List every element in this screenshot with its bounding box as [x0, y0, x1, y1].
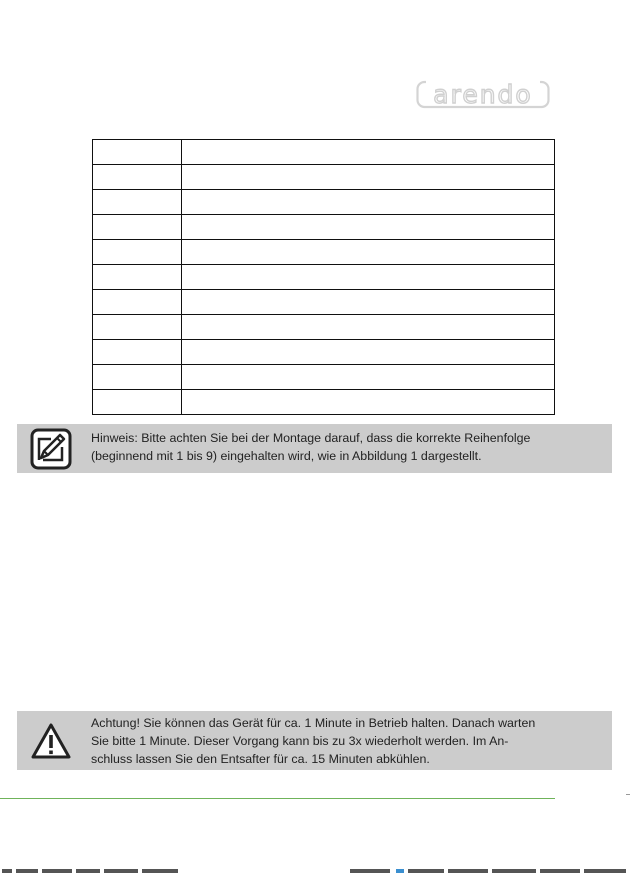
table-cell-description	[182, 165, 555, 190]
table-cell-description	[182, 190, 555, 215]
table-cell-number	[93, 190, 182, 215]
table-cell-number	[93, 140, 182, 165]
table-row	[93, 140, 555, 165]
logo-text: arendo	[433, 80, 533, 109]
table-cell-description	[182, 365, 555, 390]
table-cell-number	[93, 265, 182, 290]
pencil-note-icon	[29, 427, 73, 471]
crop-mark	[626, 794, 630, 803]
table-cell-number	[93, 315, 182, 340]
table-cell-description	[182, 240, 555, 265]
table-row	[93, 390, 555, 415]
table-cell-description	[182, 140, 555, 165]
table-row	[93, 290, 555, 315]
footer-rule	[0, 798, 555, 799]
hint-line: (beginnend mit 1 bis 9) eingehalten wird, wie in Abbildung 1 dargestellt.	[91, 449, 482, 463]
table-cell-description	[182, 340, 555, 365]
table-cell-number	[93, 165, 182, 190]
warning-line: Sie bitte 1 Minute. Dieser Vorgang kann bis zu 3x wiederholt werden. Im An-	[91, 734, 509, 748]
table-cell-number	[93, 340, 182, 365]
table-row	[93, 215, 555, 240]
table-cell-number	[93, 390, 182, 415]
table-cell-number	[93, 240, 182, 265]
arendo-logo	[416, 80, 550, 110]
table-cell-description	[182, 215, 555, 240]
table-cell-description	[182, 290, 555, 315]
warning-box	[17, 711, 612, 770]
warning-triangle-icon	[29, 720, 73, 764]
warning-line: schluss lassen Sie den Entsafter für ca. 15 Minuten abkühlen.	[91, 752, 430, 766]
table-row	[93, 340, 555, 365]
cropped-footer-text	[0, 868, 630, 874]
table-row	[93, 165, 555, 190]
table-cell-description	[182, 315, 555, 340]
hint-line: Hinweis: Bitte achten Sie bei der Montage darauf, dass die korrekte Reihenfolge	[91, 431, 531, 445]
table-row	[93, 315, 555, 340]
table-cell-number	[93, 290, 182, 315]
hint-box	[17, 424, 612, 473]
parts-table	[92, 139, 555, 415]
table-row	[93, 240, 555, 265]
hint-text	[91, 429, 592, 465]
table-cell-description	[182, 390, 555, 415]
warning-text	[91, 714, 592, 768]
table-row	[93, 265, 555, 290]
table-row	[93, 190, 555, 215]
table-cell-description	[182, 265, 555, 290]
table-cell-number	[93, 215, 182, 240]
table-cell-number	[93, 365, 182, 390]
warning-line: Achtung! Sie können das Gerät für ca. 1 Minute in Betrieb halten. Danach warten	[91, 716, 536, 730]
table-row	[93, 365, 555, 390]
